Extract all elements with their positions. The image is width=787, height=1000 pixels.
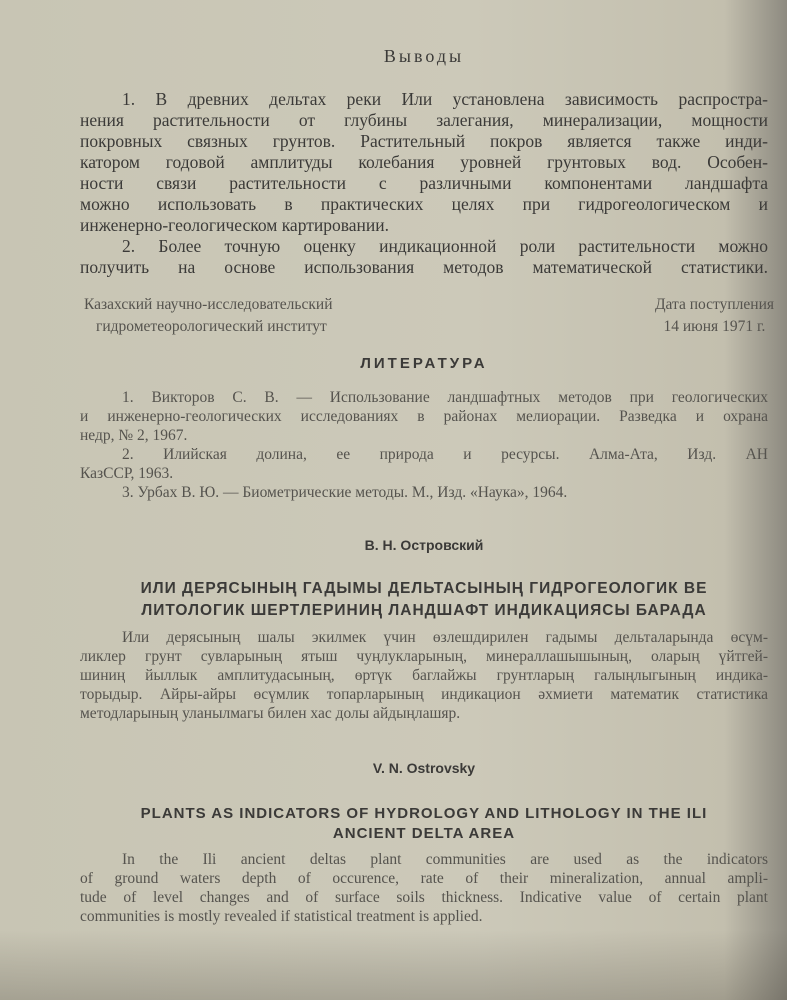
institute [84, 294, 332, 338]
turkmen-author: В. Н. Островский [364, 537, 484, 553]
abstract-line: торыдыр. Айры-айры өсүмлик топарларының индикацион әхмиети математик статистика [80, 686, 768, 703]
page-shadow [0, 930, 787, 1000]
english-abstract [80, 850, 768, 926]
paragraph-line: нения растительности от глубины залегания, минерализации, мощности [80, 110, 768, 130]
received-value: 14 июня 1971 г. [663, 318, 766, 335]
literature-title: ЛИТЕРАТУРА [360, 355, 488, 372]
abstract-line: ликлер грунт сувларының ятыш чуңлукларының, минераллашышының, оларың үйтгей- [80, 648, 768, 665]
title-line: PLANTS AS INDICATORS OF HYDROLOGY AND LITHOLOGY IN THE ILI [140, 805, 708, 822]
reference-line: 1. Викторов С. В. — Использование ландшафтных методов при геологических [122, 389, 768, 406]
received-date [655, 294, 774, 338]
paragraph-line: инженерно-геологическом картировании. [80, 215, 390, 235]
abstract-line: методларының уланылмагы билен хас долы айдыңлашяр. [80, 705, 461, 722]
abstract-line: Или дерясының шалы экилмек үчин өзлешдирилен гадымы дельталарында өсүм- [122, 629, 768, 646]
paragraph-line: катором годовой амплитуды колебания уровней грунтовых вод. Особен- [80, 152, 768, 172]
abstract-line: In the Ili ancient deltas plant communities are used as the indicators [122, 851, 768, 868]
references [80, 388, 768, 502]
abstract-line: of ground waters depth of occurence, rate of their mineralization, annual ampli- [80, 870, 768, 887]
turkmen-title [80, 578, 768, 622]
conclusions-title: Выводы [383, 46, 465, 66]
reference-line: недр, № 2, 1967. [80, 427, 188, 444]
english-title [80, 804, 768, 844]
title-line: ИЛИ ДЕРЯСЫНЫҢ ГАДЫМЫ ДЕЛЬТАСЫНЫҢ ГИДРОГЕОЛОГИК ВЕ [140, 580, 708, 597]
reference-line: КазССР, 1963. [80, 465, 174, 482]
reference-line: 3. Урбах В. Ю. — Биометрические методы. М., Изд. «Наука», 1964. [122, 484, 568, 501]
paragraph-line: 2. Более точную оценку индикационной роли растительности можно [122, 236, 768, 256]
abstract-line: шиниң йыллык амплитудасының, өртүк баглайжы грунтларың галыңлыгының индика- [80, 667, 768, 684]
paragraph-line: получить на основе использования методов математической статистики. [80, 257, 768, 277]
paragraph-line: ности связи растительности с различными компонентами ландшафта [80, 173, 768, 193]
institute-line: гидрометеорологический институт [96, 318, 327, 335]
turkmen-abstract [80, 628, 768, 723]
received-label: Дата поступления [654, 296, 774, 313]
affiliation [84, 294, 774, 338]
title-line: ANCIENT DELTA AREA [332, 825, 516, 842]
paragraph-line: покровных связных грунтов. Растительный покров является также инди- [80, 131, 768, 151]
abstract-line: tude of level changes and of surface soils thickness. Indicative value of certain plant [80, 889, 768, 906]
english-author: V. N. Ostrovsky [372, 760, 476, 776]
reference-line: 2. Илийская долина, ее природа и ресурсы. Алма-Ата, Изд. АН [122, 446, 768, 463]
conclusions-body [80, 89, 768, 278]
reference-line: и инженерно-геологических исследованиях в районах мелиорации. Разведка и охрана [80, 408, 768, 425]
paragraph-line: 1. В древних дельтах реки Или установлена зависимость распростра- [122, 89, 768, 109]
title-line: ЛИТОЛОГИК ШЕРТЛЕРИНИҢ ЛАНДШАФТ ИНДИКАЦИЯСЫ БАРАДА [141, 602, 707, 619]
institute-line: Казахский научно-исследовательский [84, 296, 333, 313]
paragraph-line: можно использовать в практических целях при гидрогеологическом и [80, 194, 768, 214]
abstract-line: communities is mostly revealed if statistical treatment is applied. [80, 908, 483, 925]
